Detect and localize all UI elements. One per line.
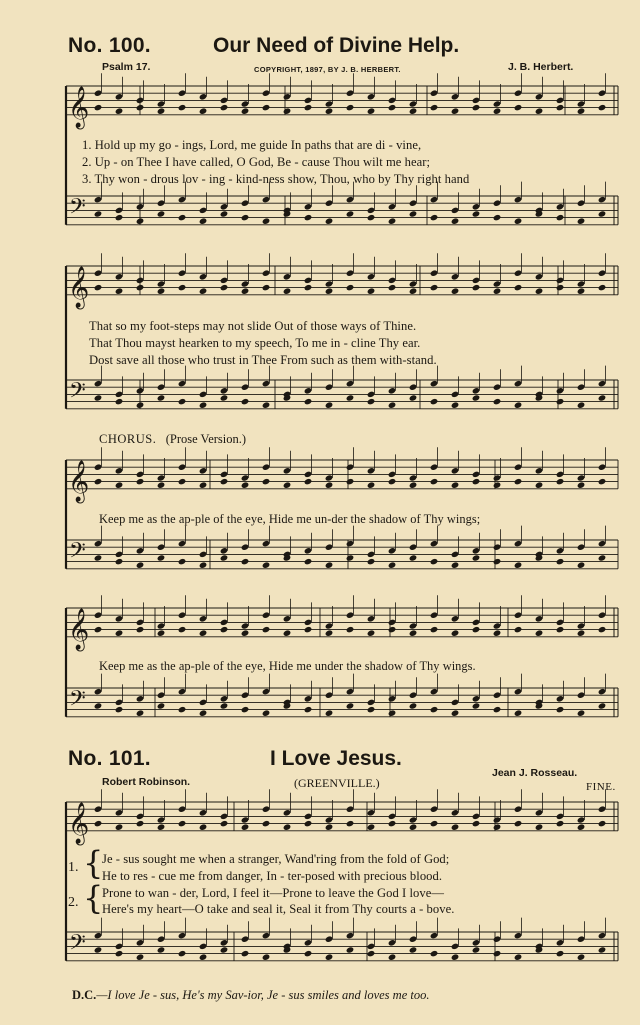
note-head bbox=[94, 554, 103, 562]
note-head bbox=[556, 706, 565, 714]
chorus-line-2: Keep me as the ap-ple of the eye, Hide me under the shadow of Thy wings. bbox=[99, 659, 476, 673]
note-head bbox=[157, 394, 166, 402]
treble-clef-icon: 𝄞 bbox=[68, 460, 90, 502]
note-head bbox=[325, 107, 334, 115]
hymn-101-verse-2-line-2: Here's my heart—O take and seal it, Seal it from Thy courts a - bove. bbox=[102, 902, 455, 916]
note-head bbox=[241, 629, 250, 637]
note-head bbox=[157, 554, 166, 562]
note-head bbox=[304, 398, 313, 406]
note-head bbox=[367, 950, 376, 958]
note-head bbox=[577, 823, 586, 831]
note-head bbox=[493, 558, 502, 566]
note-head bbox=[178, 214, 187, 222]
note-head bbox=[199, 953, 208, 961]
note-head bbox=[577, 709, 586, 717]
note-head bbox=[262, 561, 271, 569]
note-head bbox=[598, 820, 607, 828]
note-head bbox=[136, 561, 145, 569]
hymn-101-verse-2-line-1: Prone to wan - der, Lord, I feel it—Prone to leave the God I love— bbox=[102, 886, 445, 900]
note-head bbox=[94, 284, 103, 292]
note-head bbox=[367, 629, 376, 637]
note-head bbox=[493, 107, 502, 115]
treble-clef-icon: 𝄞 bbox=[68, 266, 90, 308]
hymn-101-verse-1-line-2: He to res - cue me from danger, In - ter-posed with precious blood. bbox=[102, 869, 443, 883]
note-head bbox=[409, 823, 418, 831]
hymn-100-copyright: COPYRIGHT, 1897, BY J. B. HERBERT. bbox=[254, 65, 401, 74]
hymn-100-source: Psalm 17. bbox=[102, 61, 151, 73]
note-head bbox=[388, 820, 397, 828]
note-head bbox=[199, 823, 208, 831]
note-head bbox=[94, 478, 103, 486]
note-head bbox=[115, 287, 124, 295]
note-head bbox=[430, 950, 439, 958]
note-head bbox=[346, 626, 355, 634]
note-head bbox=[472, 626, 481, 634]
note-head bbox=[598, 284, 607, 292]
bass-clef-icon: 𝄢 bbox=[69, 538, 86, 569]
note-head bbox=[577, 561, 586, 569]
note-head bbox=[325, 401, 334, 409]
note-head bbox=[136, 284, 145, 292]
note-head bbox=[325, 953, 334, 961]
note-head bbox=[556, 478, 565, 486]
hymn-101-composer: Jean J. Rosseau. bbox=[492, 767, 578, 779]
note-head bbox=[535, 481, 544, 489]
note-head bbox=[178, 558, 187, 566]
note-head bbox=[514, 709, 523, 717]
note-head bbox=[472, 702, 481, 710]
bass-clef-icon: 𝄢 bbox=[69, 378, 86, 409]
note-head bbox=[136, 401, 145, 409]
note-head bbox=[157, 287, 166, 295]
fine-mark: FINE. bbox=[586, 781, 616, 793]
dc-label: D.C. bbox=[72, 988, 97, 1002]
note-head bbox=[409, 481, 418, 489]
note-head bbox=[325, 217, 334, 225]
note-head bbox=[451, 823, 460, 831]
note-head bbox=[430, 558, 439, 566]
note-head bbox=[220, 394, 229, 402]
note-head bbox=[220, 104, 229, 112]
chorus-line-1: Keep me as the ap-ple of the eye, Hide me un-der the shadow of Thy wings; bbox=[99, 512, 481, 526]
note-head bbox=[325, 709, 334, 717]
note-head bbox=[430, 104, 439, 112]
hymn-101-author: Robert Robinson. bbox=[102, 776, 191, 788]
note-head bbox=[115, 706, 124, 714]
note-head bbox=[115, 214, 124, 222]
note-head bbox=[241, 558, 250, 566]
note-head bbox=[493, 214, 502, 222]
note-head bbox=[514, 104, 523, 112]
note-head bbox=[262, 401, 271, 409]
note-head bbox=[493, 823, 502, 831]
hymn-100-line-2-verse-3: Dost save all those who trust in Thee From such as them with-stand. bbox=[89, 353, 437, 367]
note-head bbox=[178, 104, 187, 112]
note-head bbox=[346, 284, 355, 292]
note-head bbox=[556, 626, 565, 634]
note-head bbox=[262, 478, 271, 486]
note-head bbox=[304, 820, 313, 828]
note-head bbox=[136, 104, 145, 112]
note-head bbox=[199, 217, 208, 225]
note-head bbox=[598, 946, 607, 954]
note-head bbox=[598, 626, 607, 634]
note-head bbox=[430, 398, 439, 406]
note-head bbox=[493, 629, 502, 637]
note-head bbox=[178, 284, 187, 292]
chorus-label bbox=[99, 432, 246, 447]
note-head bbox=[241, 398, 250, 406]
hymn-101-number: No. 101. bbox=[68, 747, 151, 770]
hymn-100-title: Our Need of Divine Help. bbox=[213, 34, 460, 57]
note-head bbox=[178, 706, 187, 714]
note-head bbox=[325, 287, 334, 295]
note-head bbox=[577, 481, 586, 489]
note-head bbox=[94, 946, 103, 954]
note-head bbox=[262, 820, 271, 828]
note-head bbox=[388, 709, 397, 717]
note-head bbox=[304, 214, 313, 222]
note-head bbox=[451, 561, 460, 569]
note-head bbox=[199, 287, 208, 295]
note-head bbox=[262, 709, 271, 717]
note-head bbox=[283, 823, 292, 831]
note-head bbox=[136, 217, 145, 225]
hymn-101-tune: (GREENVILLE.) bbox=[294, 776, 380, 790]
note-head bbox=[241, 823, 250, 831]
note-head bbox=[346, 394, 355, 402]
verse-1-brace: { bbox=[83, 844, 104, 882]
note-head bbox=[493, 950, 502, 958]
note-head bbox=[346, 946, 355, 954]
note-head bbox=[514, 626, 523, 634]
note-head bbox=[472, 946, 481, 954]
note-head bbox=[388, 217, 397, 225]
note-head bbox=[325, 481, 334, 489]
note-head bbox=[451, 107, 460, 115]
note-head bbox=[514, 284, 523, 292]
note-head bbox=[430, 284, 439, 292]
note-head bbox=[115, 823, 124, 831]
note-head bbox=[325, 561, 334, 569]
note-head bbox=[157, 946, 166, 954]
note-head bbox=[514, 401, 523, 409]
chorus-label-text: CHORUS. bbox=[99, 432, 157, 446]
note-head bbox=[115, 107, 124, 115]
note-head bbox=[388, 284, 397, 292]
note-head bbox=[178, 820, 187, 828]
note-head bbox=[199, 561, 208, 569]
note-head bbox=[577, 629, 586, 637]
note-head bbox=[304, 950, 313, 958]
note-head bbox=[430, 626, 439, 634]
note-head bbox=[409, 946, 418, 954]
note-head bbox=[577, 217, 586, 225]
note-head bbox=[388, 401, 397, 409]
note-head bbox=[598, 554, 607, 562]
note-head bbox=[556, 558, 565, 566]
note-head bbox=[157, 481, 166, 489]
note-head bbox=[178, 478, 187, 486]
note-head bbox=[514, 478, 523, 486]
note-head bbox=[535, 629, 544, 637]
treble-clef-icon: 𝄞 bbox=[68, 802, 90, 844]
note-head bbox=[115, 398, 124, 406]
note-head bbox=[136, 709, 145, 717]
note-head bbox=[241, 287, 250, 295]
note-head bbox=[178, 398, 187, 406]
note-head bbox=[577, 401, 586, 409]
note-head bbox=[556, 104, 565, 112]
note-head bbox=[388, 478, 397, 486]
note-head bbox=[178, 950, 187, 958]
note-head bbox=[367, 287, 376, 295]
note-head bbox=[472, 284, 481, 292]
note-head bbox=[430, 706, 439, 714]
note-head bbox=[577, 287, 586, 295]
note-head bbox=[577, 107, 586, 115]
note-head bbox=[220, 284, 229, 292]
note-head bbox=[241, 950, 250, 958]
note-head bbox=[472, 104, 481, 112]
note-head bbox=[241, 706, 250, 714]
note-head bbox=[115, 629, 124, 637]
note-head bbox=[220, 702, 229, 710]
note-head bbox=[493, 481, 502, 489]
note-head bbox=[346, 820, 355, 828]
note-head bbox=[535, 823, 544, 831]
note-head bbox=[367, 398, 376, 406]
note-head bbox=[409, 287, 418, 295]
hymn-100-line-2-verse-1: That so my foot-steps may not slide Out of those ways of Thine. bbox=[89, 319, 417, 333]
note-head bbox=[367, 558, 376, 566]
note-head bbox=[199, 401, 208, 409]
note-head bbox=[346, 104, 355, 112]
hymn-100-line-2-verse-2: That Thou mayst hearken to my speech, To me in - cline Thy ear. bbox=[89, 336, 421, 350]
note-head bbox=[346, 554, 355, 562]
note-head bbox=[388, 626, 397, 634]
note-head bbox=[157, 702, 166, 710]
bass-clef-icon: 𝄢 bbox=[69, 930, 86, 961]
note-head bbox=[220, 554, 229, 562]
hymn-100-composer: J. B. Herbert. bbox=[508, 61, 574, 73]
hymn-100-line-1-verse-1: 1. Hold up my go - ings, Lord, me guide In paths that are di - vine, bbox=[82, 138, 422, 152]
note-head bbox=[94, 210, 103, 218]
note-head bbox=[304, 706, 313, 714]
note-head bbox=[304, 478, 313, 486]
note-head bbox=[367, 214, 376, 222]
note-head bbox=[409, 394, 418, 402]
note-head bbox=[283, 107, 292, 115]
note-head bbox=[262, 626, 271, 634]
note-head bbox=[283, 287, 292, 295]
note-head bbox=[451, 481, 460, 489]
treble-clef-icon: 𝄞 bbox=[68, 86, 90, 128]
note-head bbox=[556, 398, 565, 406]
note-head bbox=[367, 481, 376, 489]
note-head bbox=[472, 394, 481, 402]
dc-text: —I love Je - sus, He's my Sav-ior, Je - sus smiles and loves me too. bbox=[96, 988, 430, 1002]
hymn-101-title: I Love Jesus. bbox=[270, 747, 402, 770]
note-head bbox=[136, 478, 145, 486]
note-head bbox=[304, 626, 313, 634]
hymn-100-number: No. 100. bbox=[68, 34, 151, 57]
note-head bbox=[598, 702, 607, 710]
note-head bbox=[388, 104, 397, 112]
note-head bbox=[430, 214, 439, 222]
note-head bbox=[241, 481, 250, 489]
note-head bbox=[598, 210, 607, 218]
note-head bbox=[388, 561, 397, 569]
note-head bbox=[325, 823, 334, 831]
note-head bbox=[409, 107, 418, 115]
note-head bbox=[514, 820, 523, 828]
note-head bbox=[472, 478, 481, 486]
note-head bbox=[199, 481, 208, 489]
note-head bbox=[241, 107, 250, 115]
note-head bbox=[430, 820, 439, 828]
note-head bbox=[367, 823, 376, 831]
note-head bbox=[199, 709, 208, 717]
note-head bbox=[220, 626, 229, 634]
note-head bbox=[535, 287, 544, 295]
hymn-100-line-1-verse-2: 2. Up - on Thee I have called, O God, Be - cause Thou wilt me hear; bbox=[82, 155, 431, 169]
note-head bbox=[577, 953, 586, 961]
note-head bbox=[220, 946, 229, 954]
note-head bbox=[241, 214, 250, 222]
note-head bbox=[262, 284, 271, 292]
note-head bbox=[388, 953, 397, 961]
treble-clef-icon: 𝄞 bbox=[68, 608, 90, 650]
note-head bbox=[157, 210, 166, 218]
note-head bbox=[304, 558, 313, 566]
hymn-101-verse-1-number: 1. bbox=[68, 860, 79, 875]
hymn-101-verse-2-number: 2. bbox=[68, 895, 79, 910]
note-head bbox=[367, 107, 376, 115]
chorus-note: (Prose Version.) bbox=[165, 432, 247, 446]
note-head bbox=[304, 104, 313, 112]
note-head bbox=[451, 953, 460, 961]
note-head bbox=[367, 706, 376, 714]
note-head bbox=[535, 107, 544, 115]
note-head bbox=[220, 210, 229, 218]
note-head bbox=[409, 554, 418, 562]
note-head bbox=[493, 287, 502, 295]
note-head bbox=[346, 702, 355, 710]
note-head bbox=[493, 398, 502, 406]
note-head bbox=[556, 284, 565, 292]
note-head bbox=[94, 626, 103, 634]
note-head bbox=[514, 217, 523, 225]
dc-line bbox=[72, 988, 429, 1003]
note-head bbox=[598, 478, 607, 486]
note-head bbox=[157, 107, 166, 115]
note-head bbox=[136, 820, 145, 828]
note-head bbox=[556, 820, 565, 828]
note-head bbox=[430, 478, 439, 486]
note-head bbox=[451, 629, 460, 637]
note-head bbox=[220, 820, 229, 828]
bass-clef-icon: 𝄢 bbox=[69, 194, 86, 225]
note-head bbox=[325, 629, 334, 637]
note-head bbox=[94, 820, 103, 828]
note-head bbox=[451, 709, 460, 717]
note-head bbox=[409, 702, 418, 710]
note-head bbox=[178, 626, 187, 634]
note-head bbox=[472, 210, 481, 218]
note-head bbox=[199, 107, 208, 115]
note-head bbox=[514, 561, 523, 569]
note-head bbox=[514, 953, 523, 961]
note-head bbox=[451, 217, 460, 225]
note-head bbox=[94, 702, 103, 710]
note-head bbox=[451, 287, 460, 295]
note-head bbox=[262, 104, 271, 112]
note-head bbox=[556, 214, 565, 222]
verse-2-brace: { bbox=[83, 879, 104, 917]
note-head bbox=[556, 950, 565, 958]
note-head bbox=[94, 104, 103, 112]
note-head bbox=[136, 953, 145, 961]
note-head bbox=[262, 217, 271, 225]
note-head bbox=[115, 558, 124, 566]
note-head bbox=[472, 820, 481, 828]
note-head bbox=[598, 104, 607, 112]
hymn-100-line-1-verse-3: 3. Thy won - drous lov - ing - kind-ness show, Thou, who by Thy right hand bbox=[82, 172, 470, 186]
note-head bbox=[115, 950, 124, 958]
note-head bbox=[304, 284, 313, 292]
note-head bbox=[262, 953, 271, 961]
note-head bbox=[199, 629, 208, 637]
note-head bbox=[220, 478, 229, 486]
note-head bbox=[409, 629, 418, 637]
note-head bbox=[346, 478, 355, 486]
note-head bbox=[409, 210, 418, 218]
note-head bbox=[451, 401, 460, 409]
note-head bbox=[157, 823, 166, 831]
bass-clef-icon: 𝄢 bbox=[69, 686, 86, 717]
note-head bbox=[136, 626, 145, 634]
note-head bbox=[115, 481, 124, 489]
note-head bbox=[157, 629, 166, 637]
hymn-101-verse-1-line-1: Je - sus sought me when a stranger, Wand'ring from the fold of God; bbox=[102, 852, 450, 866]
note-head bbox=[283, 481, 292, 489]
note-head bbox=[283, 629, 292, 637]
note-head bbox=[472, 554, 481, 562]
note-head bbox=[598, 394, 607, 402]
note-head bbox=[94, 394, 103, 402]
note-head bbox=[493, 706, 502, 714]
note-head bbox=[346, 210, 355, 218]
